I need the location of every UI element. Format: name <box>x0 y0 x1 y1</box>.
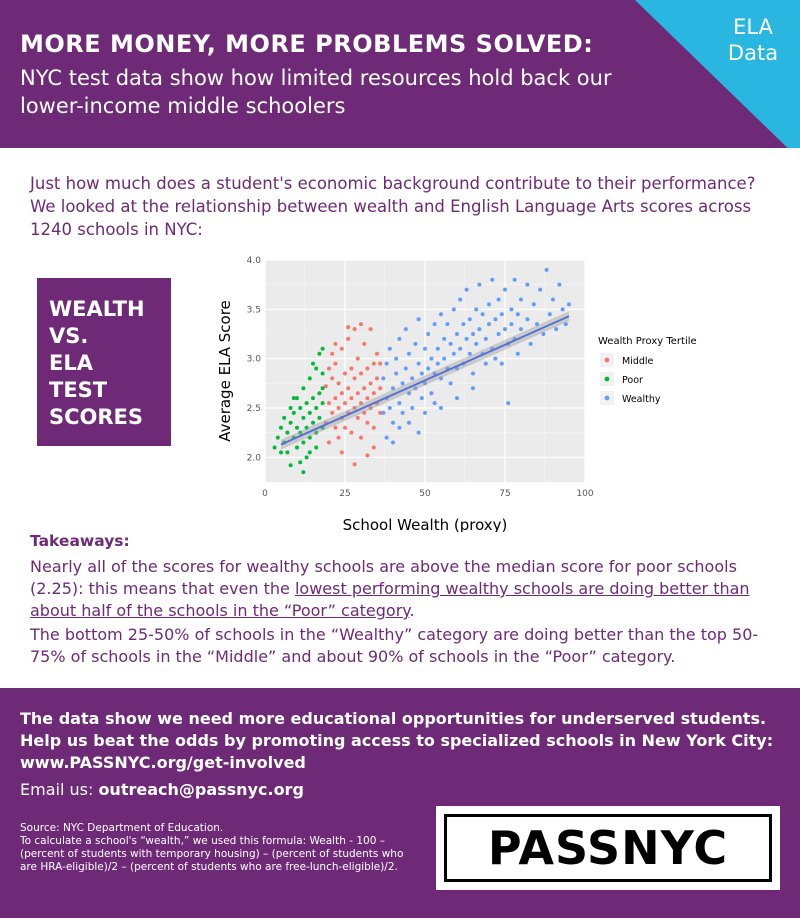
cta-line-2: Help us beat the odds by promoting access to specialized schools in New York City: <box>20 731 774 750</box>
data-point-wealthy <box>436 347 440 351</box>
data-point-poor <box>305 455 309 459</box>
data-point-wealthy <box>490 278 494 282</box>
data-point-wealthy <box>516 312 520 316</box>
data-point-wealthy <box>503 327 507 331</box>
data-point-poor <box>321 386 325 390</box>
data-point-middle <box>365 396 369 400</box>
source-note: Source: NYC Department of Education. To calculate a school's “wealth,” we used this formula: Wealth - 100 – (percent of students with temporary housing) – (percent of students who are HRA-eligible)/2 – (percent of students who are free-lunch-eligible)/2. <box>20 822 404 873</box>
data-point-middle <box>337 381 341 385</box>
call-to-action <box>20 708 780 774</box>
data-point-wealthy <box>397 401 401 405</box>
data-point-middle <box>362 386 366 390</box>
data-point-wealthy <box>500 362 504 366</box>
footer <box>0 688 800 918</box>
side-box <box>37 278 171 446</box>
data-point-middle <box>353 327 357 331</box>
data-point-wealthy <box>484 337 488 341</box>
data-point-wealthy <box>436 362 440 366</box>
data-point-poor <box>308 411 312 415</box>
data-point-middle <box>353 462 357 466</box>
x-tick-label: 50 <box>419 489 431 499</box>
data-point-middle <box>327 367 331 371</box>
data-point-wealthy <box>433 401 437 405</box>
data-point-wealthy <box>474 307 478 311</box>
data-point-wealthy <box>471 371 475 375</box>
data-point-poor <box>321 347 325 351</box>
data-point-wealthy <box>445 322 449 326</box>
data-point-middle <box>369 381 373 385</box>
data-point-wealthy <box>394 357 398 361</box>
data-point-wealthy <box>420 396 424 400</box>
data-point-wealthy <box>465 288 469 292</box>
data-point-poor <box>292 411 296 415</box>
y-tick-label: 2.5 <box>246 404 261 414</box>
data-point-middle <box>375 352 379 356</box>
data-point-poor <box>298 460 302 464</box>
data-point-middle <box>327 441 331 445</box>
data-point-middle <box>369 327 373 331</box>
data-point-poor <box>314 367 318 371</box>
data-point-middle <box>356 391 360 395</box>
data-point-middle <box>349 431 353 435</box>
data-point-wealthy <box>394 371 398 375</box>
corner-label <box>718 14 788 66</box>
legend-marker-middle <box>605 358 610 363</box>
data-point-wealthy <box>458 347 462 351</box>
data-point-wealthy <box>410 406 414 410</box>
data-point-wealthy <box>525 283 529 287</box>
data-point-middle <box>346 386 350 390</box>
legend-label-middle: Middle <box>622 356 654 367</box>
data-point-wealthy <box>433 322 437 326</box>
data-point-wealthy <box>407 352 411 356</box>
data-point-middle <box>353 376 357 380</box>
y-tick-label: 3.0 <box>246 354 261 365</box>
takeaway-1-end: . <box>409 601 415 620</box>
data-point-middle <box>365 453 369 457</box>
data-point-wealthy <box>417 362 421 366</box>
cta-line-1: The data show we need more educational opportunities for underserved students. <box>20 709 767 728</box>
data-point-poor <box>308 450 312 454</box>
data-point-middle <box>346 337 350 341</box>
data-point-wealthy <box>487 322 491 326</box>
data-point-wealthy <box>519 297 523 301</box>
scatter-chart <box>210 252 730 532</box>
passnyc-logo <box>436 806 780 890</box>
data-point-wealthy <box>417 431 421 435</box>
data-point-wealthy <box>455 396 459 400</box>
data-point-middle <box>359 322 363 326</box>
data-point-middle <box>346 325 350 329</box>
data-point-wealthy <box>509 322 513 326</box>
takeaway-2: The bottom 25-50% of schools in the “Wealthy” category are doing better than the top 50-75% of schools in the “Middle” and about 90% of schools in the “Poor” category. <box>30 625 759 666</box>
get-involved-link[interactable]: www.PASSNYC.org/get-involved <box>20 753 306 772</box>
data-point-wealthy <box>554 327 558 331</box>
data-point-wealthy <box>461 322 465 326</box>
data-point-wealthy <box>407 421 411 425</box>
data-point-wealthy <box>503 288 507 292</box>
data-point-wealthy <box>455 332 459 336</box>
side-box-text: WEALTH VS. ELA TEST SCORES <box>49 297 145 429</box>
data-point-wealthy <box>420 371 424 375</box>
data-point-wealthy <box>423 411 427 415</box>
y-tick-label: 4.0 <box>246 256 261 266</box>
data-point-wealthy <box>471 386 475 390</box>
data-point-wealthy <box>442 337 446 341</box>
data-point-wealthy <box>401 411 405 415</box>
data-point-poor <box>289 463 293 467</box>
data-point-poor <box>301 386 305 390</box>
data-point-poor <box>311 362 315 366</box>
data-point-wealthy <box>449 381 453 385</box>
data-point-middle <box>349 396 353 400</box>
data-point-middle <box>333 426 337 430</box>
data-point-wealthy <box>449 342 453 346</box>
data-point-wealthy <box>506 401 510 405</box>
logo-frame <box>444 814 772 882</box>
data-point-middle <box>330 411 334 415</box>
data-point-wealthy <box>439 406 443 410</box>
data-point-middle <box>340 391 344 395</box>
takeaway-1-start: Nearly all of the scores for wealthy schools are above the median score for poor schools (2.25): this means that even the <box>30 557 737 598</box>
data-point-wealthy <box>493 317 497 321</box>
data-point-wealthy <box>532 302 536 306</box>
data-point-wealthy <box>497 297 501 301</box>
corner-label-line1: ELA <box>733 15 773 39</box>
data-point-poor <box>282 416 286 420</box>
data-point-wealthy <box>391 441 395 445</box>
data-point-wealthy <box>465 337 469 341</box>
data-point-wealthy <box>452 352 456 356</box>
data-point-wealthy <box>397 426 401 430</box>
data-point-wealthy <box>385 436 389 440</box>
data-point-wealthy <box>404 327 408 331</box>
takeaway-1 <box>30 556 770 622</box>
data-point-middle <box>362 342 366 346</box>
data-point-poor <box>301 416 305 420</box>
x-tick-label: 25 <box>339 489 351 499</box>
data-point-wealthy <box>500 312 504 316</box>
data-point-poor <box>321 371 325 375</box>
data-point-poor <box>321 401 325 405</box>
data-point-poor <box>285 450 289 454</box>
data-point-wealthy <box>497 332 501 336</box>
data-point-poor <box>276 436 280 440</box>
data-point-poor <box>295 426 299 430</box>
data-point-middle <box>327 401 331 405</box>
data-point-wealthy <box>388 347 392 351</box>
data-point-wealthy <box>442 357 446 361</box>
data-point-wealthy <box>426 332 430 336</box>
data-point-middle <box>340 347 344 351</box>
x-tick-label: 100 <box>576 489 594 499</box>
takeaway-1-link[interactable]: lowest performing wealthy schools are doing better than about half of the schools in the “Poor” category <box>30 579 750 620</box>
data-point-middle <box>333 342 337 346</box>
data-point-wealthy <box>385 362 389 366</box>
data-point-middle <box>365 421 369 425</box>
data-point-middle <box>378 362 382 366</box>
page-subtitle: NYC test data show how limited resources hold back our lower-income middle schoolers <box>20 66 612 118</box>
data-point-middle <box>349 367 353 371</box>
data-point-poor <box>279 450 283 454</box>
email-label: Email us: <box>20 780 99 799</box>
data-point-poor <box>311 421 315 425</box>
data-point-wealthy <box>404 367 408 371</box>
data-point-middle <box>359 436 363 440</box>
data-point-wealthy <box>458 297 462 301</box>
data-point-middle <box>337 436 341 440</box>
data-point-wealthy <box>548 312 552 316</box>
data-point-poor <box>279 426 283 430</box>
data-point-wealthy <box>545 268 549 272</box>
data-point-wealthy <box>417 317 421 321</box>
data-point-middle <box>330 352 334 356</box>
x-axis-title: School Wealth (proxy) <box>342 516 508 532</box>
data-point-wealthy <box>429 357 433 361</box>
data-point-wealthy <box>487 302 491 306</box>
page-title: MORE MONEY, MORE PROBLEMS SOLVED: <box>20 30 594 58</box>
legend-title: Wealth Proxy Tertile <box>598 336 697 347</box>
data-point-middle <box>372 426 376 430</box>
data-point-middle <box>343 401 347 405</box>
data-point-middle <box>378 386 382 390</box>
data-point-wealthy <box>484 362 488 366</box>
data-point-poor <box>317 416 321 420</box>
data-point-wealthy <box>551 297 555 301</box>
data-point-poor <box>311 396 315 400</box>
data-point-middle <box>372 362 376 366</box>
x-tick-label: 75 <box>499 489 511 499</box>
data-point-poor <box>314 445 318 449</box>
y-tick-label: 2.0 <box>246 453 261 464</box>
x-tick-label: 0 <box>262 489 268 499</box>
data-point-poor <box>301 470 305 474</box>
data-point-wealthy <box>561 307 565 311</box>
data-point-wealthy <box>388 406 392 410</box>
data-point-wealthy <box>429 391 433 395</box>
data-point-poor <box>317 391 321 395</box>
data-point-poor <box>317 352 321 356</box>
data-point-wealthy <box>423 347 427 351</box>
data-point-middle <box>343 426 347 430</box>
data-point-poor <box>298 406 302 410</box>
data-point-middle <box>365 367 369 371</box>
data-point-wealthy <box>519 327 523 331</box>
legend-marker-poor <box>605 377 610 382</box>
data-point-wealthy <box>439 312 443 316</box>
data-point-wealthy <box>381 411 385 415</box>
data-point-wealthy <box>452 307 456 311</box>
data-point-middle <box>356 357 360 361</box>
data-point-wealthy <box>474 342 478 346</box>
data-point-middle <box>333 396 337 400</box>
data-point-wealthy <box>391 421 395 425</box>
email-line <box>20 780 304 799</box>
data-point-wealthy <box>525 317 529 321</box>
data-point-middle <box>372 445 376 449</box>
data-point-middle <box>343 371 347 375</box>
data-point-middle <box>372 391 376 395</box>
data-point-poor <box>273 445 277 449</box>
data-point-wealthy <box>493 357 497 361</box>
data-point-wealthy <box>477 283 481 287</box>
data-point-wealthy <box>516 352 520 356</box>
data-point-wealthy <box>481 312 485 316</box>
takeaways-heading: Takeaways: <box>30 532 130 550</box>
data-point-wealthy <box>509 307 513 311</box>
data-point-wealthy <box>381 376 385 380</box>
data-point-wealthy <box>468 317 472 321</box>
data-point-poor <box>305 401 309 405</box>
data-point-wealthy <box>397 337 401 341</box>
y-axis-title: Average ELA Score <box>216 300 234 442</box>
data-point-wealthy <box>477 327 481 331</box>
data-point-middle <box>333 362 337 366</box>
legend-marker-wealthy <box>605 396 610 401</box>
data-point-wealthy <box>413 342 417 346</box>
email-link[interactable]: outreach@passnyc.org <box>98 780 304 799</box>
logo-text: PASSNYC <box>487 821 729 875</box>
data-point-middle <box>356 416 360 420</box>
data-point-wealthy <box>410 376 414 380</box>
data-point-wealthy <box>426 367 430 371</box>
data-point-middle <box>375 376 379 380</box>
legend-label-wealthy: Wealthy <box>622 394 661 405</box>
data-point-middle <box>359 371 363 375</box>
data-point-poor <box>289 406 293 410</box>
data-point-wealthy <box>557 283 561 287</box>
data-point-poor <box>314 406 318 410</box>
data-point-poor <box>292 396 296 400</box>
data-point-poor <box>308 376 312 380</box>
data-point-wealthy <box>401 381 405 385</box>
data-point-middle <box>330 376 334 380</box>
data-point-poor <box>289 421 293 425</box>
data-point-wealthy <box>513 278 517 282</box>
data-point-middle <box>337 406 341 410</box>
corner-label-line2: Data <box>727 41 779 65</box>
data-point-middle <box>340 450 344 454</box>
data-point-wealthy <box>529 342 533 346</box>
data-point-wealthy <box>567 302 571 306</box>
legend-label-poor: Poor <box>622 375 643 386</box>
intro-text: Just how much does a student's economic background contribute to their performance? We looked at the relationship between wealth and English Language Arts scores across 1240 schools in NYC: <box>30 174 756 239</box>
header-banner <box>0 0 800 148</box>
data-point-wealthy <box>471 332 475 336</box>
data-point-wealthy <box>538 288 542 292</box>
data-point-poor <box>285 431 289 435</box>
y-tick-label: 3.5 <box>246 305 261 316</box>
data-point-poor <box>301 441 305 445</box>
data-point-poor <box>295 445 299 449</box>
